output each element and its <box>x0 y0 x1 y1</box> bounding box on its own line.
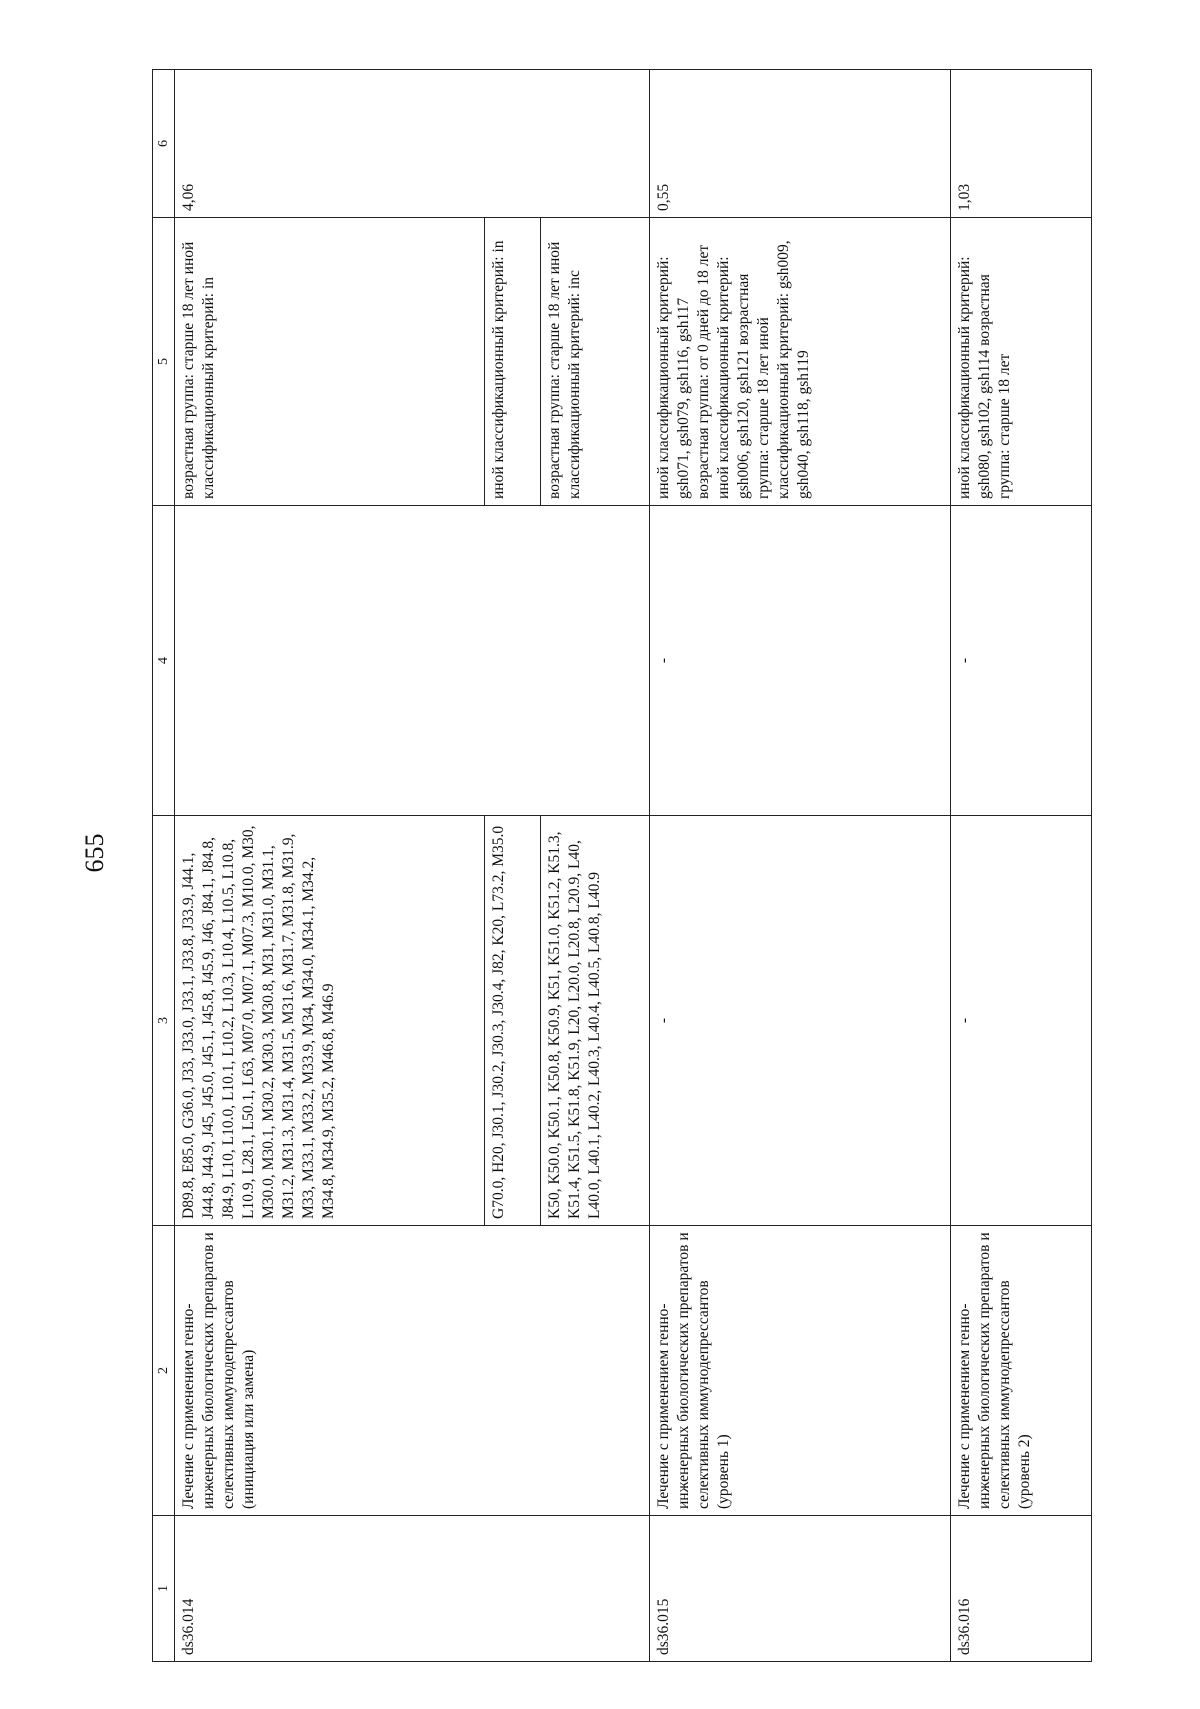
row-code: ds36.014 <box>175 1516 649 1662</box>
col-header-6: 6 <box>153 70 175 218</box>
row-code: ds36.016 <box>950 1516 1091 1662</box>
row-criteria: возрастная группа: старше 18 лет иной классификационный критерий: in <box>175 218 485 506</box>
row-diagnoses: K50, K50.0, K50.1, K50.8, K50.9, K51, K51.0, K51.2, K51.3, K51.4, K51.5, K51.8, K51.9, L20, L20.0, L20.8, L20.9, L40, L40.0, L40.1, L40.2, L40.3, L40.4, L40.5, L40.8, L40.9 <box>540 816 649 1226</box>
row-code: ds36.015 <box>649 1516 950 1662</box>
row-criteria: иной классификационный критерий: gsh071, gsh079, gsh116, gsh117 возрастная группа: от 0 дней до 18 лет иной классификационный критерий: gsh006, gsh120, gsh121 возрастная группа: старше 18 лет иной классификационный критерий: gsh009, gsh040, gsh118, gsh119 <box>649 218 950 506</box>
row-diagnoses: D89.8, E85.0, G36.0, J33, J33.0, J33.1, J33.8, J33.9, J44.1, J44.8, J44.9, J45, J45.0, J45.1, J45.8, J45.9, J46, J84.1, J84.8, J84.9, L10, L10.0, L10.1, L10.2, L10.3, L10.4, L10.5, L10.8, L10.9, L28.1, L50.1, L63, M07.0, M07.1, M07.3, M10.0, M30, M30.0, M30.1, M30.2, M30.3, M30.8, M31, M31.0, M31.1, M31.2, M31.3, M31.4, M31.5, M31.6, M31.7, M31.8, M31.9, M33, M33.1, M33.2, M33.9, M34, M34.0, M34.1, M34.2, M34.8, M34.9, M35.2, M46.8, M46.9 <box>175 816 485 1226</box>
table-row <box>175 70 485 1662</box>
row-criteria: возрастная группа: старше 18 лет иной классификационный критерий: inc <box>540 218 649 506</box>
col-header-1: 1 <box>153 1516 175 1662</box>
table-row <box>950 70 1091 1662</box>
row-diagnoses: - <box>649 816 950 1226</box>
row-criteria: иной классификационный критерий: in <box>485 218 541 506</box>
row-extra <box>175 506 649 816</box>
rotated-table-container <box>152 70 1092 1662</box>
col-header-2: 2 <box>153 1226 175 1516</box>
col-header-4: 4 <box>153 506 175 816</box>
row-extra: - <box>950 506 1091 816</box>
row-diagnoses: G70.0, H20, J30.1, J30.2, J30.3, J30.4, J82, K20, L73.2, M35.0 <box>485 816 541 1226</box>
row-coefficient: 0,55 <box>649 70 950 218</box>
row-name: Лечение с применением генно-инженерных биологических препаратов и селективных иммунодепрессантов (инициация или замена) <box>175 1226 649 1516</box>
row-name: Лечение с применением генно-инженерных биологических препаратов и селективных иммунодепрессантов (уровень 2) <box>950 1226 1091 1516</box>
row-criteria: иной классификационный критерий: gsh080, gsh102, gsh114 возрастная группа: старше 18 лет <box>950 218 1091 506</box>
table-row <box>649 70 950 1662</box>
col-header-3: 3 <box>153 816 175 1226</box>
row-coefficient: 1,03 <box>950 70 1091 218</box>
row-coefficient: 4,06 <box>175 70 649 218</box>
tariff-table <box>152 69 1092 1662</box>
row-name: Лечение с применением генно-инженерных биологических препаратов и селективных иммунодепрессантов (уровень 1) <box>649 1226 950 1516</box>
header-row <box>153 70 175 1662</box>
row-diagnoses: - <box>950 816 1091 1226</box>
col-header-5: 5 <box>153 218 175 506</box>
row-extra: - <box>649 506 950 816</box>
page-number: 655 <box>80 833 109 873</box>
